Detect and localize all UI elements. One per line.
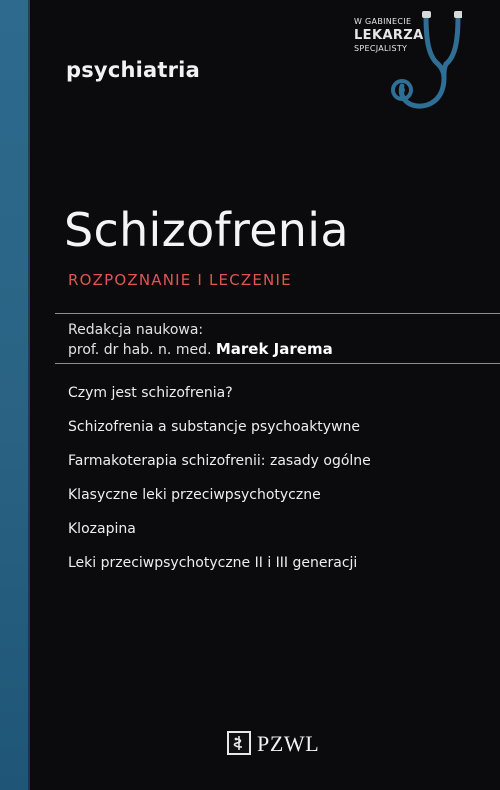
topic-item: Farmakoterapia schizofrenii: zasady ogólne — [68, 453, 371, 469]
editor-degree: prof. dr hab. n. med. — [68, 342, 212, 358]
series-badge — [352, 8, 462, 114]
topic-item: Schizofrenia a substancje psychoaktywne — [68, 419, 361, 435]
editor-role: Redakcja naukowa: — [68, 322, 204, 338]
divider-top — [55, 313, 500, 314]
topic-item: Klozapina — [68, 521, 136, 537]
topic-item: Czym jest schizofrenia? — [68, 385, 233, 401]
book-subtitle: ROZPOZNANIE I LECZENIE — [68, 271, 292, 289]
cover-spine-stripe — [0, 0, 30, 790]
divider-bottom — [55, 363, 500, 364]
editor-line — [68, 340, 333, 360]
topic-item: Klasyczne leki przeciwpsychotyczne — [68, 487, 321, 503]
series-label: psychiatria — [66, 58, 200, 82]
editor-credit — [68, 321, 333, 360]
series-badge-line-1: W GABINECIE — [354, 17, 412, 26]
series-badge-line-2: LEKARZA — [354, 28, 424, 43]
topics-list — [68, 384, 371, 588]
topic-item: Leki przeciwpsychotyczne II i III generacji — [68, 555, 358, 571]
series-badge-line-3: SPECJALISTY — [354, 44, 408, 53]
pzwl-logo-icon — [227, 731, 251, 755]
book-title: Schizofrenia — [64, 203, 349, 257]
publisher-name: PZWL — [257, 731, 320, 756]
editor-name: Marek Jarema — [215, 340, 333, 358]
